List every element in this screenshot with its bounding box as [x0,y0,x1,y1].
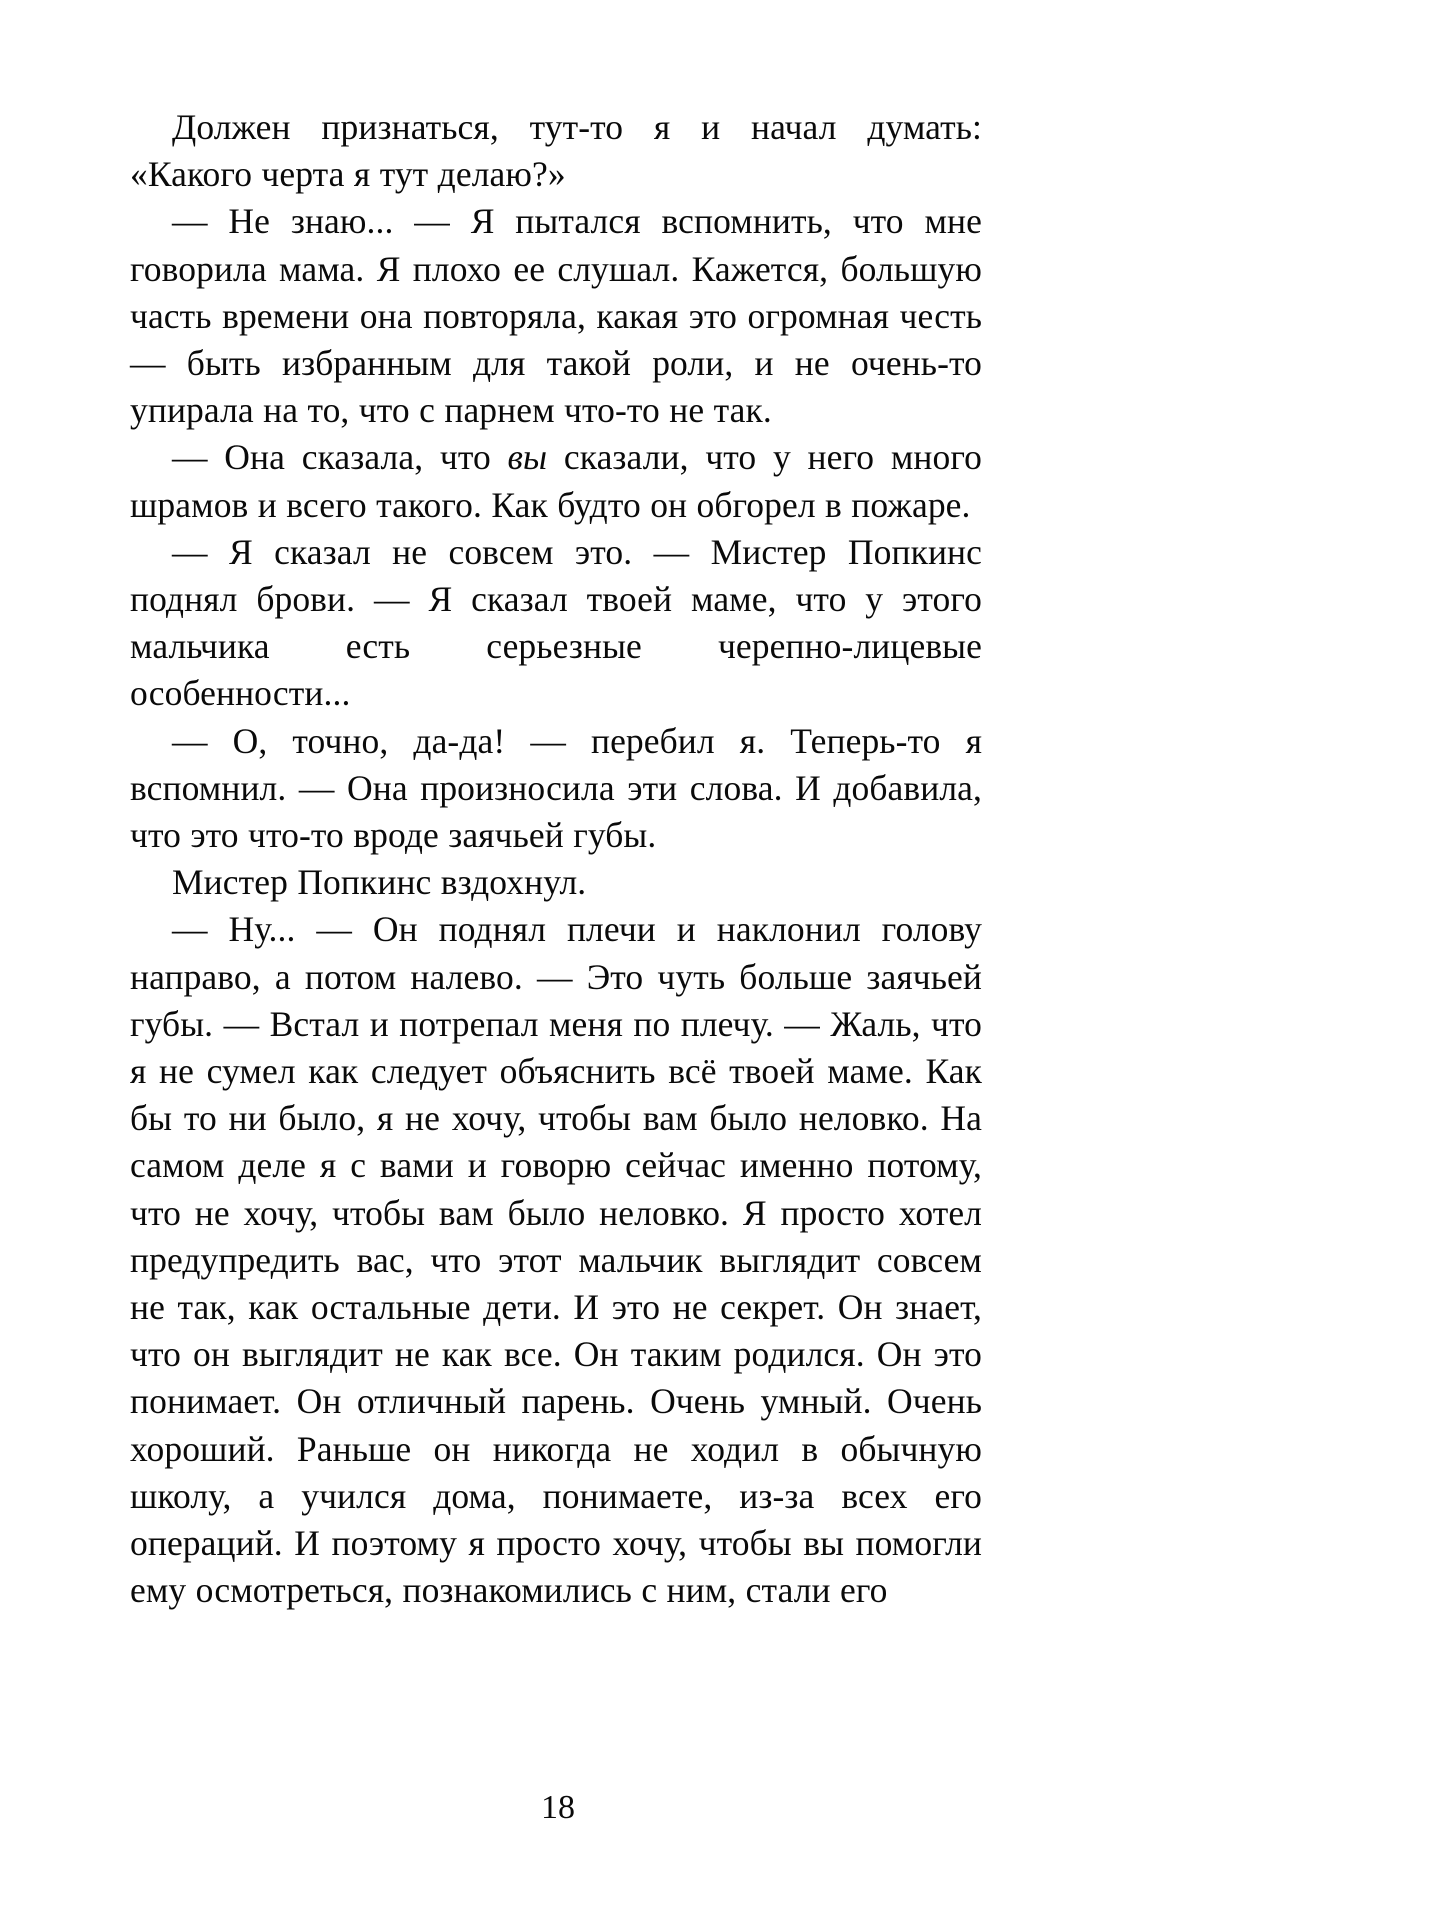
paragraph-1: Должен признаться, тут-то я и начал думать: «Какого черта я тут делаю?» [130,107,982,195]
paragraph-7: — Ну... — Он поднял плечи и наклонил голову направо, а потом налево. — Это чуть больше заячьей губы. — Встал и потрепал меня по плечу. — Жаль, что я не сумел как следует объяснить всё твоей маме. Как бы то ни было, я не хочу, чтобы вам было неловко. На самом деле я с вами и говорю сейчас именно потому, что не хочу, чтобы вам было неловко. Я просто хотел предупредить вас, что этот мальчик выглядит совсем не так, как остальные дети. И это не секрет. Он знает, что он выглядит не как все. Он таким родился. Он это понимает. Он отличный парень. Очень умный. Очень хороший. Раньше он никогда не ходил в обычную школу, а учился дома, понимаете, из-за всех его операций. И поэтому я просто хочу, чтобы вы помогли ему осмотреться, познакомились с ним, стали его [130,909,982,1611]
paragraph-3-tail: сказали, что у него много шрамов и всего такого. Как будто он обгорел в пожаре. [130,437,982,525]
paragraph-5: — О, точно, да-да! — перебил я. Теперь-то я вспомнил. — Она произносила эти слова. И добавила, что это что-то вроде заячьей губы. [130,720,982,856]
emphasized-word-vy: вы [507,437,548,478]
paragraph-6: Мистер Попкинс вздохнул. [172,862,587,903]
page-text-block [130,104,982,1615]
paragraph-2: — Не знаю... — Я пытался вспомнить, что мне говорила мама. Я плохо ее слушал. Кажется, большую часть времени она повторяла, какая это огромная честь — быть избранным для такой роли, и не очень-то упирала на то, что с парнем что-то не так. [130,201,982,431]
page-number: 18 [541,1789,575,1826]
paragraph-4: — Я сказал не совсем это. — Мистер Попкинс поднял брови. — Я сказал твоей маме, что у этого мальчика есть серьезные черепно-лицевые особенности... [130,531,982,714]
paragraph-3 [130,434,982,528]
paragraph-3-lead: — Она сказала, что [172,437,508,478]
